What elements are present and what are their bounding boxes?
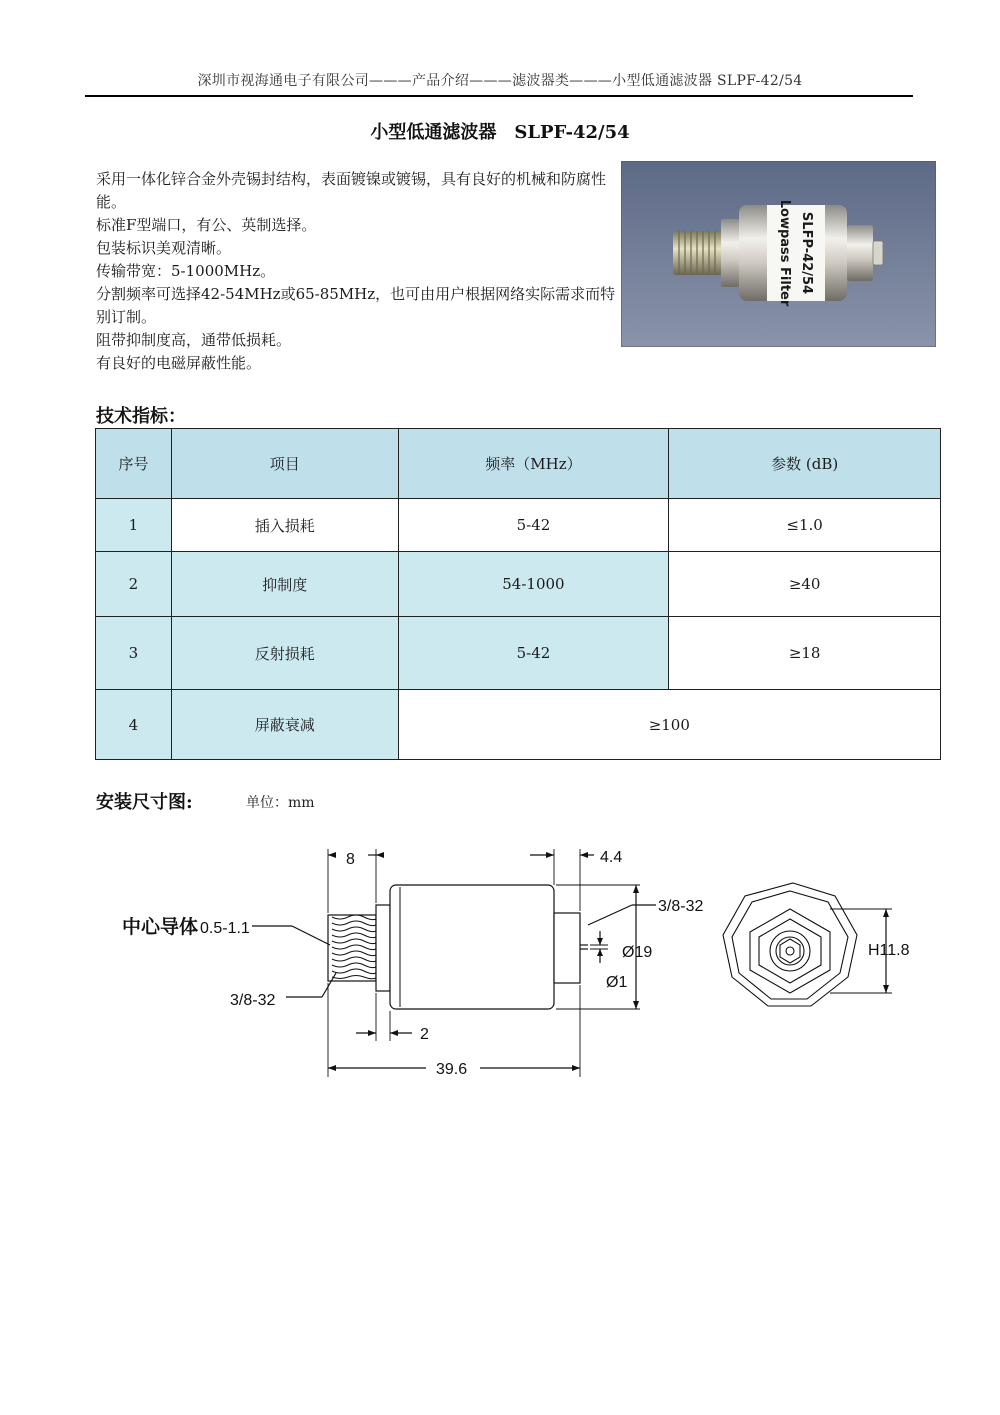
dim-label-39-6: 39.6 <box>436 1061 468 1078</box>
dimensions-heading: 安装尺寸图: <box>96 792 193 813</box>
row-parameter: ≥18 <box>669 617 941 690</box>
photo-label-line1: Lowpass Filter <box>777 199 792 307</box>
dim-label-dia1: Ø1 <box>606 974 628 991</box>
intro-line: 有良好的电磁屏蔽性能。 <box>96 354 262 372</box>
row-frequency: 54-1000 <box>398 552 669 617</box>
row-frequency: 5-42 <box>398 499 669 552</box>
table-row <box>96 690 941 760</box>
row-item: 屏蔽衰减 <box>171 690 398 760</box>
dimension-drawing <box>100 835 920 1085</box>
intro-line: 分割频率可选择42-54MHz或65-85MHz，也可由用户根据网络实际需求而特别订制。 <box>96 285 616 326</box>
dim-label-hex: H11.8 <box>868 942 910 959</box>
column-header: 参数 (dB) <box>669 429 941 499</box>
row-item: 反射损耗 <box>171 617 398 690</box>
column-header: 频率（MHz） <box>398 429 669 499</box>
row-number: 4 <box>96 690 172 760</box>
row-number: 1 <box>96 499 172 552</box>
page-title: 小型低通滤波器 SLPF-42/54 <box>370 122 630 143</box>
intro-text <box>96 168 616 375</box>
dim-label-4-4: 4.4 <box>600 849 623 866</box>
row-number: 2 <box>96 552 172 617</box>
specs-heading: 技术指标： <box>96 406 186 427</box>
intro-line: 传输带宽：5-1000MHz。 <box>96 262 276 280</box>
table-row <box>96 499 941 552</box>
row-parameter: ≤1.0 <box>669 499 941 552</box>
dim-label-thread-left: 3/8-32 <box>230 992 276 1009</box>
specs-table <box>95 428 941 760</box>
table-row <box>96 617 941 690</box>
center-conductor-value: 0.5-1.1 <box>200 920 250 937</box>
center-conductor-title: 中心导体 <box>122 917 199 938</box>
column-header: 序号 <box>96 429 172 499</box>
end-view <box>723 883 857 1006</box>
dim-label-8: 8 <box>346 851 355 868</box>
row-frequency: 5-42 <box>398 617 669 690</box>
unit-label: 单位：mm <box>246 795 315 811</box>
column-header: 项目 <box>171 429 398 499</box>
intro-line: 采用一体化锌合金外壳锡封结构，表面镀镍或镀锡，具有良好的机械和防腐性能。 <box>96 170 607 211</box>
intro-line: 包装标识美观清晰。 <box>96 239 232 257</box>
table-header-row <box>96 429 941 499</box>
row-merged-value: ≥100 <box>398 690 940 760</box>
row-parameter: ≥40 <box>669 552 941 617</box>
product-photo <box>621 161 936 347</box>
dim-label-2: 2 <box>420 1026 429 1043</box>
row-number: 3 <box>96 617 172 690</box>
intro-line: 阻带抑制度高，通带低损耗。 <box>96 331 292 349</box>
header-breadcrumb: 深圳市视海通电子有限公司———产品介绍———滤波器类———小型低通滤波器 SLPF-42/54 <box>197 73 803 89</box>
dim-label-thread-right: 3/8-32 <box>658 898 704 915</box>
table-row <box>96 552 941 617</box>
dim-label-dia19: Ø19 <box>622 944 653 961</box>
row-item: 抑制度 <box>171 552 398 617</box>
row-item: 插入损耗 <box>171 499 398 552</box>
header-divider <box>85 95 913 97</box>
intro-line: 标准F型端口，有公、英制选择。 <box>96 216 317 234</box>
photo-label-line2: SLFP-42/54 <box>799 211 814 295</box>
